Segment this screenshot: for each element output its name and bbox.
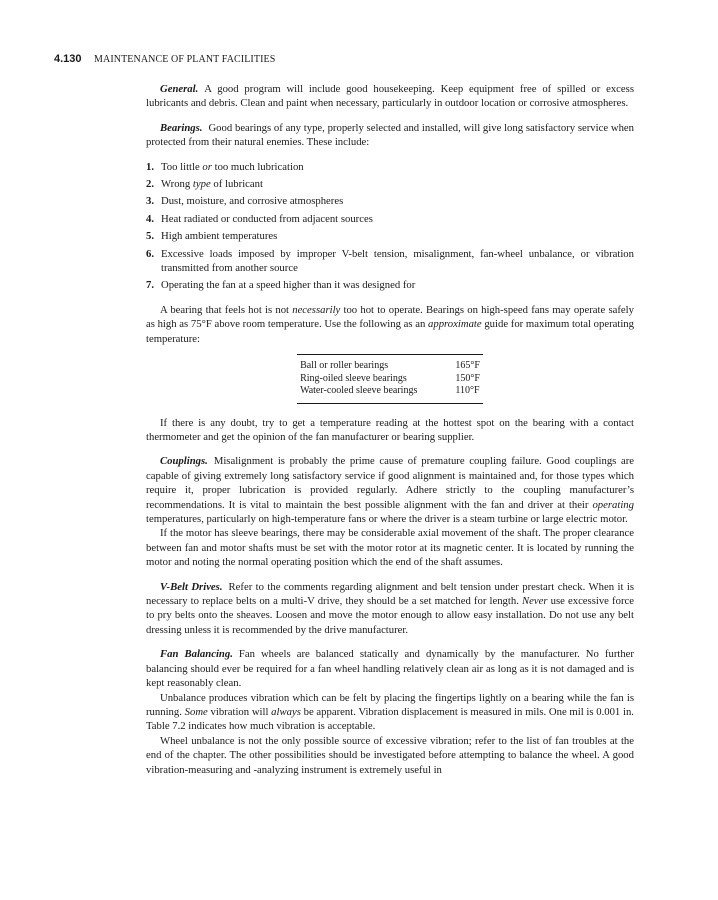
list-item bbox=[146, 247, 634, 276]
vbelt-paragraph: V-Belt Drives. Refer to the comments regarding alignment and belt tension under prestart check. When it is necessary to replace belts on a multi-V drive, they should be a set matched for length. Never use excessive force to pry belts onto the sheaves. Loosen and move the motor enough to allow easy installation. Do not use any belt dressing unless it is recommended by the drive manufacturer. bbox=[146, 580, 634, 636]
list-item-number: 4. bbox=[146, 212, 155, 225]
list-item-text: Excessive loads imposed by improper V-belt tension, misalignment, fan-wheel unbalance, or vibration transmitted from another source bbox=[161, 247, 634, 275]
sleeve-bearing-paragraph: If the motor has sleeve bearings, there may be considerable axial movement of the shaft. The proper clearance between fan and motor shafts must be set with the motor rotor at its magnetic center. It is located by running the motor and noting the normal operating position which the end of the shaft assumes. bbox=[146, 527, 634, 569]
list-item bbox=[146, 160, 634, 174]
vbelt-heading: V-Belt Drives. bbox=[160, 580, 223, 593]
list-item bbox=[146, 229, 634, 243]
fan-balancing-paragraph: Fan Balancing. Fan wheels are balanced statically and dynamically by the manufacturer. No further balancing should ever be required for a fan wheel handling relatively clean air as long as it is not damaged and is kept reasonably clean. bbox=[146, 648, 634, 690]
list-item bbox=[146, 278, 634, 292]
running-title: MAINTENANCE OF PLANT FACILITIES bbox=[94, 54, 276, 65]
max-temperature-cell: 165°F bbox=[455, 360, 480, 372]
table-row bbox=[297, 385, 483, 403]
general-paragraph bbox=[146, 82, 634, 111]
body-text bbox=[146, 82, 634, 777]
couplings-heading: Couplings. bbox=[160, 455, 208, 468]
table-row bbox=[297, 355, 483, 373]
wheel-unbalance-paragraph: Wheel unbalance is not the only possible source of excessive vibration; refer to the list of fan troubles at the end of the chapter. The other possibilities should be investigated before attempting to balance the wheel. A good vibration-measuring and -analyzing instrument is extremely useful in bbox=[146, 734, 634, 776]
fan-balancing-heading: Fan Balancing. bbox=[160, 648, 233, 661]
list-item-text: High ambient temperatures bbox=[161, 230, 278, 243]
list-item-number: 2. bbox=[146, 178, 155, 191]
page-number: 4.130 bbox=[54, 53, 82, 65]
list-item-number: 1. bbox=[146, 160, 155, 173]
bearing-type-cell: Ball or roller bearings bbox=[300, 360, 389, 372]
bearing-temperature-table bbox=[297, 354, 483, 404]
bearings-heading: Bearings. bbox=[160, 121, 203, 134]
list-item-number: 3. bbox=[146, 195, 155, 208]
list-item-text: Wrong type of lubricant bbox=[161, 178, 263, 191]
table-row bbox=[297, 373, 483, 386]
couplings-paragraph: Couplings. Misalignment is probably the prime cause of premature coupling failure. Good couplings are capable of giving extremely long satisfactory service if good alignment is maintained and, for those types which require it, proper lubrication is provided regularly. Adhere strictly to the coupling manufacturer’s recommendations. It is vital to maintain the best possible alignment with the fan and driver at their operating temperatures, particularly on high-temperature fans or where the driver is a steam turbine or large electric motor. bbox=[146, 455, 634, 526]
max-temperature-cell: 150°F bbox=[455, 372, 480, 384]
list-item bbox=[146, 212, 634, 226]
list-item bbox=[146, 177, 634, 191]
unbalance-paragraph: Unbalance produces vibration which can be felt by placing the fingertips lightly on a bearing while the fan is running. Some vibration will always be apparent. Vibration displacement is measured in mils. One mil is 0.001 in. Table 7.2 indicates how much vibration is acceptable. bbox=[146, 691, 634, 733]
list-item-text: Operating the fan at a speed higher than it was designed for bbox=[161, 279, 416, 292]
running-header bbox=[54, 53, 275, 65]
list-item-number: 7. bbox=[146, 279, 155, 292]
bearing-type-cell: Ring-oiled sleeve bearings bbox=[300, 372, 407, 384]
max-temperature-cell: 110°F bbox=[455, 385, 480, 397]
list-item-text: Dust, moisture, and corrosive atmospheres bbox=[161, 195, 344, 208]
bearing-enemies-list bbox=[146, 160, 634, 293]
bearing-temperature-paragraph: A bearing that feels hot is not necessarily too hot to operate. Bearings on high-speed fans may operate safely as high as 75°F above room temperature. Use the following as an approximate guide for maximum total operating temperature: bbox=[146, 303, 634, 345]
bearing-type-cell: Water-cooled sleeve bearings bbox=[300, 385, 418, 397]
list-item-number: 5. bbox=[146, 230, 155, 243]
list-item-text: Too little or too much lubrication bbox=[161, 160, 304, 173]
list-item-text: Heat radiated or conducted from adjacent sources bbox=[161, 212, 373, 225]
general-heading: General. bbox=[160, 83, 199, 95]
list-item-number: 6. bbox=[146, 247, 155, 260]
general-text: A good program will include good housekeeping. Keep equipment free of spilled or excess lubricants and debris. Clean and paint when necessary, particularly in outdoor location or corrosive atmospheres. bbox=[146, 83, 634, 110]
list-item bbox=[146, 194, 634, 208]
thermometer-paragraph: If there is any doubt, try to get a temperature reading at the hottest spot on the bearing with a contact thermometer and get the opinion of the fan manufacturer or bearing supplier. bbox=[146, 416, 634, 443]
bearings-paragraph bbox=[146, 121, 634, 150]
bearings-text: Good bearings of any type, properly selected and installed, will give long satisfactory service when protected from their natural enemies. These include: bbox=[146, 121, 634, 149]
